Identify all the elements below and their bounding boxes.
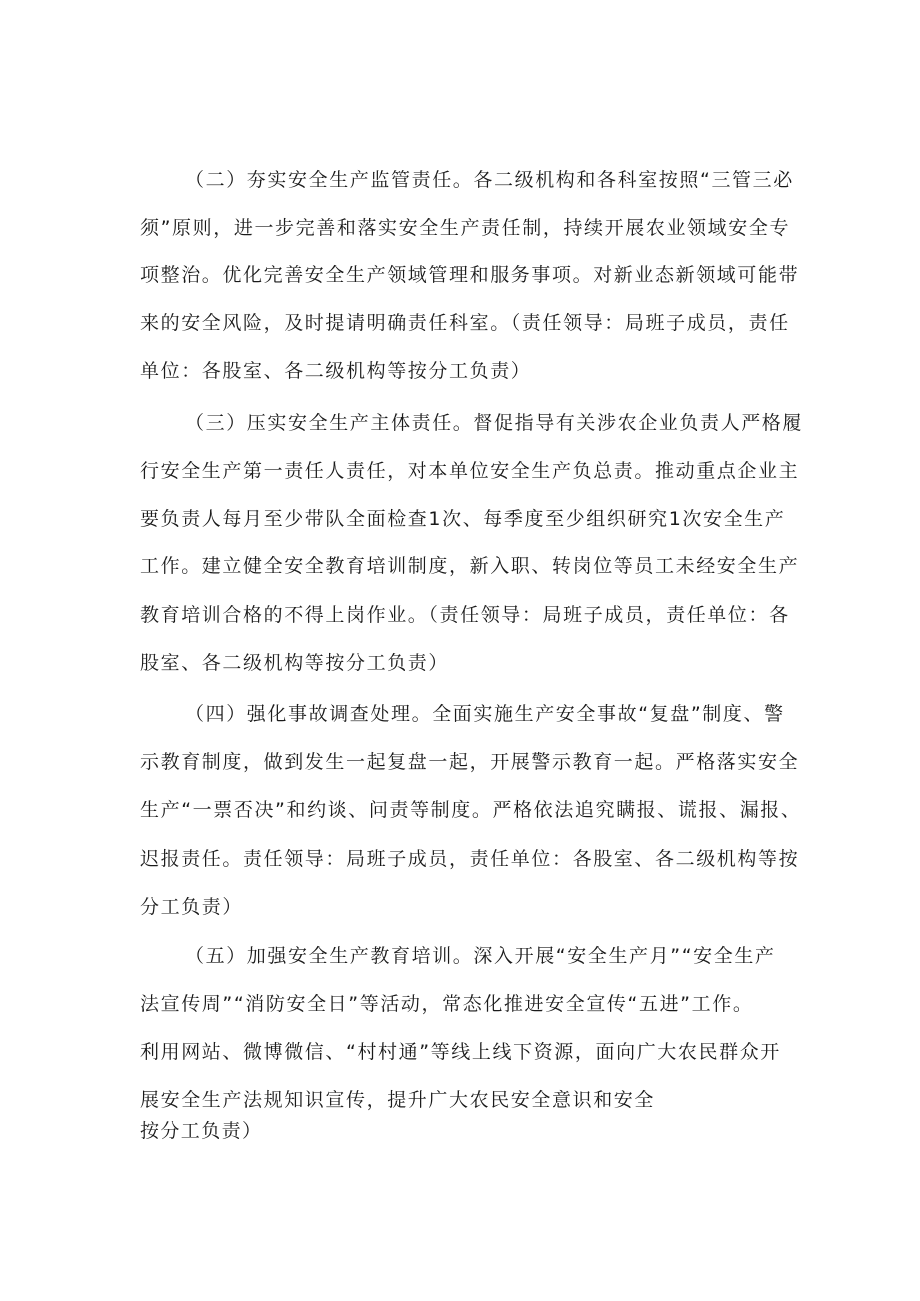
paragraph-4-line-2: 示教育制度，做到发生一起复盘一起，开展警示教育一起。严格落实安全 [140, 751, 800, 773]
paragraph-3-line-5: 教育培训合格的不得上岗作业。（责任领导：局班子成员，责任单位：各 [140, 604, 790, 626]
paragraph-4-line-1: （四）强化事故调查处理。全面实施生产安全事故“复盘”制度、警 [185, 703, 785, 725]
paragraph-2-line-5: 单位：各股室、各二级机构等按分工负责） [140, 360, 532, 382]
paragraph-5-line-5: 按分工负责） [140, 1120, 263, 1142]
paragraph-5-line-3: 利用网站、微博微信、“村村通”等线上线下资源，面向广大农民群众开 [140, 1041, 781, 1063]
paragraph-2-line-3: 项整治。优化完善安全生产领域管理和服务事项。对新业态新领域可能带 [140, 264, 800, 286]
paragraph-4-line-3: 生产“一票否决”和约谈、问责等制度。严格依法追究瞒报、谎报、漏报、 [140, 799, 802, 821]
paragraph-4-line-5: 分工负责） [140, 896, 244, 918]
paragraph-2-line-4: 来的安全风险，及时提请明确责任科室。（责任领导：局班子成员，责任 [140, 312, 790, 334]
paragraph-2-line-2: 须”原则，进一步完善和落实安全生产责任制，持续开展农业领域安全专 [140, 217, 791, 239]
paragraph-5-line-4: 展安全生产法规知识宣传，提升广大农民安全意识和安全 [140, 1089, 656, 1111]
paragraph-5-line-1: （五）加强安全生产教育培训。深入开展“安全生产月”“安全生产 [185, 945, 776, 967]
paragraph-5-line-2: 法宣传周”“消防安全日”等活动，常态化推进安全宣传“五进”工作。 [140, 993, 754, 1015]
paragraph-3-line-1: （三）压实安全生产主体责任。督促指导有关涉农企业负责人严格履 [185, 412, 804, 434]
paragraph-3-line-6: 股室、各二级机构等按分工负责） [140, 652, 450, 674]
paragraph-2-line-1: （二）夯实安全生产监管责任。各二级机构和各科室按照“三管三必 [185, 169, 794, 191]
paragraph-4-line-4: 迟报责任。责任领导：局班子成员，责任单位：各股室、各二级机构等按 [140, 848, 800, 870]
paragraph-3-line-4: 工作。建立健全安全教育培训制度，新入职、转岗位等员工未经安全生产 [140, 555, 800, 577]
paragraph-3-line-3: 要负责人每月至少带队全面检查1次、每季度至少组织研究1次安全生产 [140, 508, 786, 530]
paragraph-3-line-2: 行安全生产第一责任人责任，对本单位安全生产负总责。推动重点企业主 [140, 460, 800, 482]
